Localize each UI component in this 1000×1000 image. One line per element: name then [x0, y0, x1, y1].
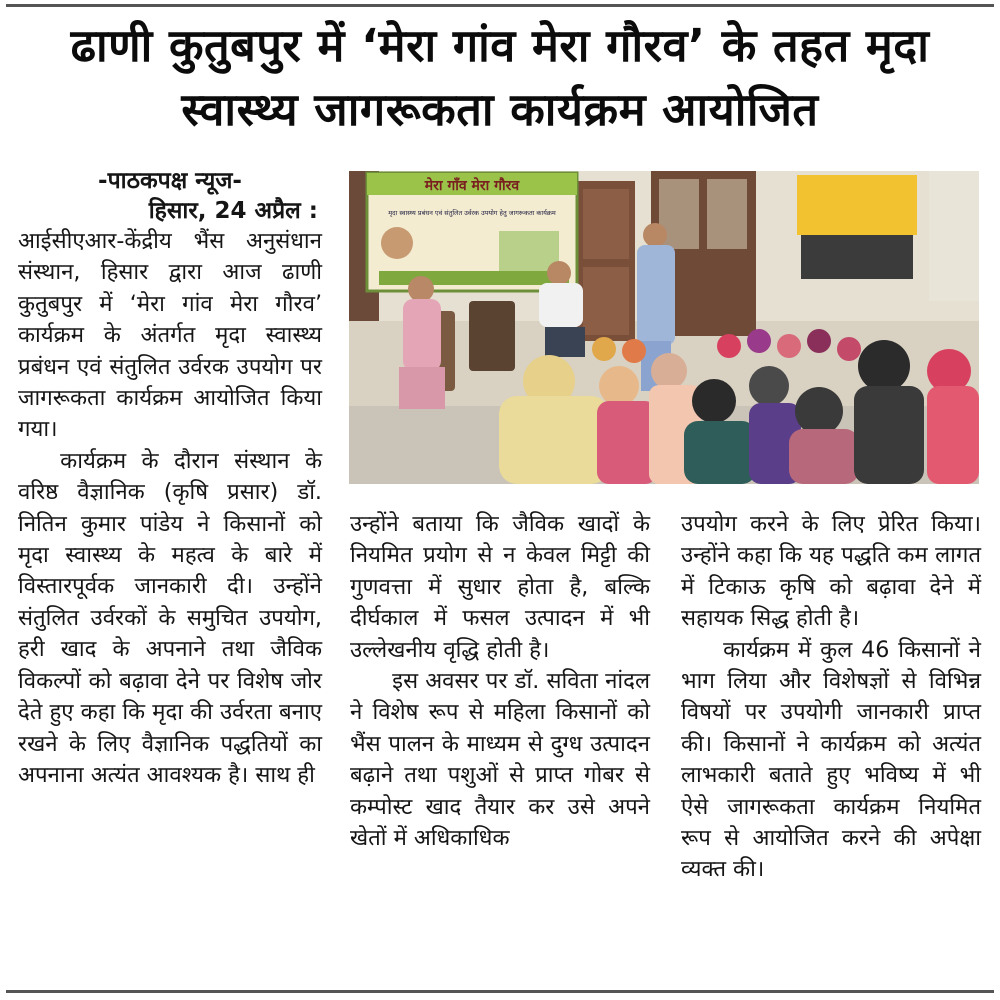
banner [367, 173, 577, 291]
event-photo [349, 171, 979, 484]
event-photo-illustration [349, 171, 979, 484]
bottom-rule [6, 990, 994, 993]
top-rule [6, 4, 994, 7]
paragraph-participation: कार्यक्रम में कुल 46 किसानों ने भाग लिया और विशेषज्ञों से विभिन्न विषयों पर उपयोगी जानकारी प्राप्त की। किसानों ने कार्यक्रम को अत्यंत लाभकारी बताते हुए भविष्य में भी ऐसे जागरूकता कार्यक्रम नियमित रूप से आयोजित करने की अपेक्षा व्यक्त की। [681, 636, 981, 883]
paragraph-women-farmers: इस अवसर पर डॉ. सविता नांदल ने विशेष रूप से महिला किसानों को भैंस पालन के माध्यम से दुग्ध उत्पादन बढ़ाने तथा पशुओं से प्राप्त गोबर से कम्पोस्ट खाद तैयार कर उसे अपने खेतों में अधिकाधिक [350, 668, 650, 852]
article-column-3 [681, 509, 981, 886]
banner-subtitle: मृदा स्वास्थ्य प्रबंधन एवं संतुलित उर्वरक उपयोग हेतु जागरूकता कार्यक्रम [388, 209, 556, 217]
paragraph-scientist: कार्यक्रम के दौरान संस्थान के वरिष्ठ वैज्ञानिक (कृषि प्रसार) डॉ. नितिन कुमार पांडेय ने किसानों को मृदा स्वास्थ्य के महत्व के बारे में विस्तारपूर्वक जानकारी दी। उन्होंने संतुलित उर्वरकों के समुचित उपयोग, हरी खाद के अपनाने तथा जैविक विकल्पों को बढ़ावा देने पर विशेष जोर देते हुए कहा कि मृदा की उर्वरता बनाए रखने के लिए वैज्ञानिक पद्धतियों का अपनाना अत्यंत आवश्यक है। साथ ही [18, 447, 322, 788]
article-column-1 [18, 166, 322, 791]
headline: ढाणी कुतुबपुर में ‘मेरा गांव मेरा गौरव’ के तहत मृदा स्वास्थ्य जागरूकता कार्यक्रम आयोजित [70, 19, 930, 136]
paragraph-organic-manure: उन्होंने बताया कि जैविक खादों के नियमित प्रयोग से न केवल मिट्टी की गुणवत्ता में सुधार होता है, बल्कि दीर्घकाल में फसल उत्पादन में भी उल्लेखनीय वृद्धि होती है। [350, 511, 650, 663]
banner-title: मेरा गाँव मेरा गौरव [424, 178, 520, 194]
article-column-2 [350, 509, 650, 854]
paragraph-sustainable: उपयोग करने के लिए प्रेरित किया। उन्होंने कहा कि यह पद्धति कम लागत में टिकाऊ कृषि को बढ़ावा देने में सहायक सिद्ध होती है। [681, 511, 981, 632]
byline: -पाठकपक्ष न्यूज- [98, 168, 242, 194]
paragraph-intro: आईसीएआर-केंद्रीय भैंस अनुसंधान संस्थान, हिसार द्वारा आज ढाणी कुतुबपुर में ‘मेरा गांव मेरा गौरव’ कार्यक्रम के अंतर्गत मृदा स्वास्थ्य प्रबंधन एवं संतुलित उर्वरक उपयोग पर जागरूकता कार्यक्रम आयोजित किया गया। [18, 228, 322, 443]
dateline: हिसार, 24 अप्रैल : [148, 198, 318, 224]
